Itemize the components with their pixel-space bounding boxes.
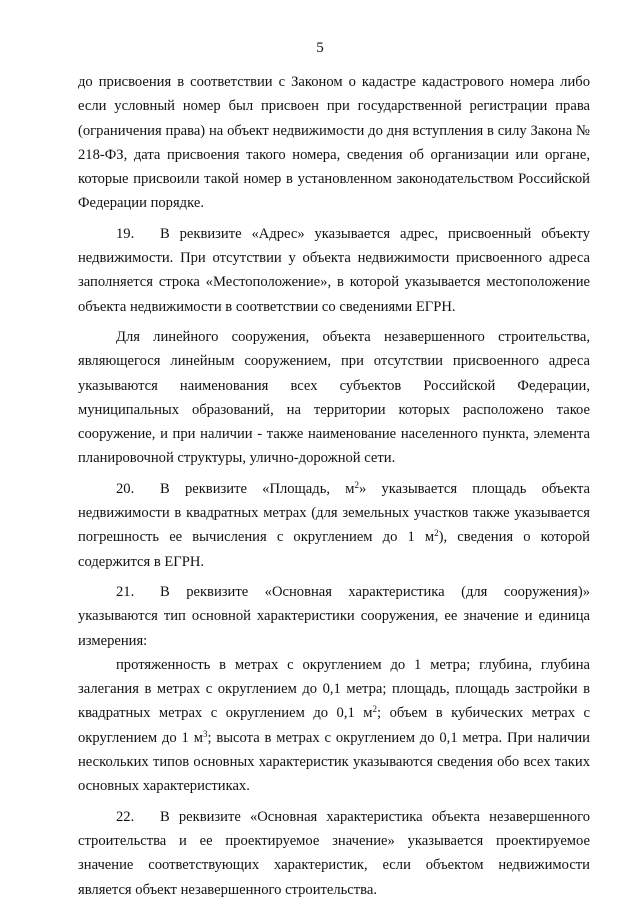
paragraph-text: В реквизите «Основная характеристика (для сооружения)» указываются тип основной характеристики сооружения, ее значение и единица измерения: xyxy=(78,583,590,649)
paragraph-22 xyxy=(78,805,590,902)
paragraph-text: » указывается площадь объекта недвижимости в квадратных метрах (для земельных участков также указывается погрешность ее вычисления с округлением до 1 м xyxy=(78,480,590,546)
paragraph-text: до присвоения в соответствии с Законом о кадастре кадастрового номера либо если условный номер был присвоен при государственной регистрации права (ограничения права) на объект недвижимости до дня вступления в силу Закона № 218-ФЗ, дата присвоения такого номера, сведения об организации или органе, которые присвоили такой номер в установленном законодательством Российской Федерации порядке. xyxy=(78,74,590,212)
superscript: 2 xyxy=(354,479,359,490)
paragraph-continuation xyxy=(78,70,590,216)
paragraph-number: 20. xyxy=(116,480,135,497)
superscript: 2 xyxy=(372,704,378,715)
paragraph-19-linear xyxy=(78,325,590,471)
paragraph-text: Для линейного сооружения, объекта незавершенного строительства, являющегося линейным сооружением, при отсутствии присвоенного адреса указываются наименования всех субъектов Российской Федерации, муниципальных образований, на территории которых расположено такое сооружение, и при наличии - также наименование населенного пункта, элемента планировочной структуры, улично-дорожной сети. xyxy=(78,328,590,467)
paragraph-21-list xyxy=(78,653,590,799)
paragraph-text: В реквизите «Адрес» указывается адрес, присвоенный объекту недвижимости. При отсутствии у объекта недвижимости присвоенного адреса заполняется строка «Местоположение», в которой указывается местоположение объекта недвижимости в соответствии со сведениями ЕГРН. xyxy=(78,225,590,315)
paragraph-text: ; объем в кубических метрах с округлением до 1 м xyxy=(78,705,590,746)
paragraph-number: 19. xyxy=(116,225,135,242)
superscript: 2 xyxy=(434,528,439,539)
paragraph-text: ), сведения о которой содержится в ЕГРН. xyxy=(78,529,590,570)
paragraph-number: 22. xyxy=(116,808,135,825)
paragraph-20 xyxy=(78,477,590,574)
paragraph-number: 21. xyxy=(116,583,135,600)
paragraph-21 xyxy=(78,580,590,653)
paragraph-19 xyxy=(78,222,590,319)
paragraph-text: протяженность в метрах с округлением до 1 метра; глубина, глубина залегания в метрах с округлением до 0,1 метра; площадь, площадь застройки в квадратных метрах с округлением до 0,1 м xyxy=(78,656,590,722)
paragraph-text: В реквизите «Основная характеристика объекта незавершенного строительства и ее проектируемое значение» указывается проектируемое значение соответствующих характеристик, если объектом недвижимости является объект незавершенного строительства. xyxy=(78,808,590,898)
paragraph-text: ; высота в метрах с округлением до 0,1 метра. При наличии нескольких типов основных характеристик указываются сведения обо всех таких основных характеристиках. xyxy=(78,729,590,795)
superscript: 3 xyxy=(202,728,208,739)
page-number: 5 xyxy=(316,40,324,56)
paragraph-text: В реквизите «Площадь, м xyxy=(160,480,355,497)
document-body xyxy=(78,70,590,902)
